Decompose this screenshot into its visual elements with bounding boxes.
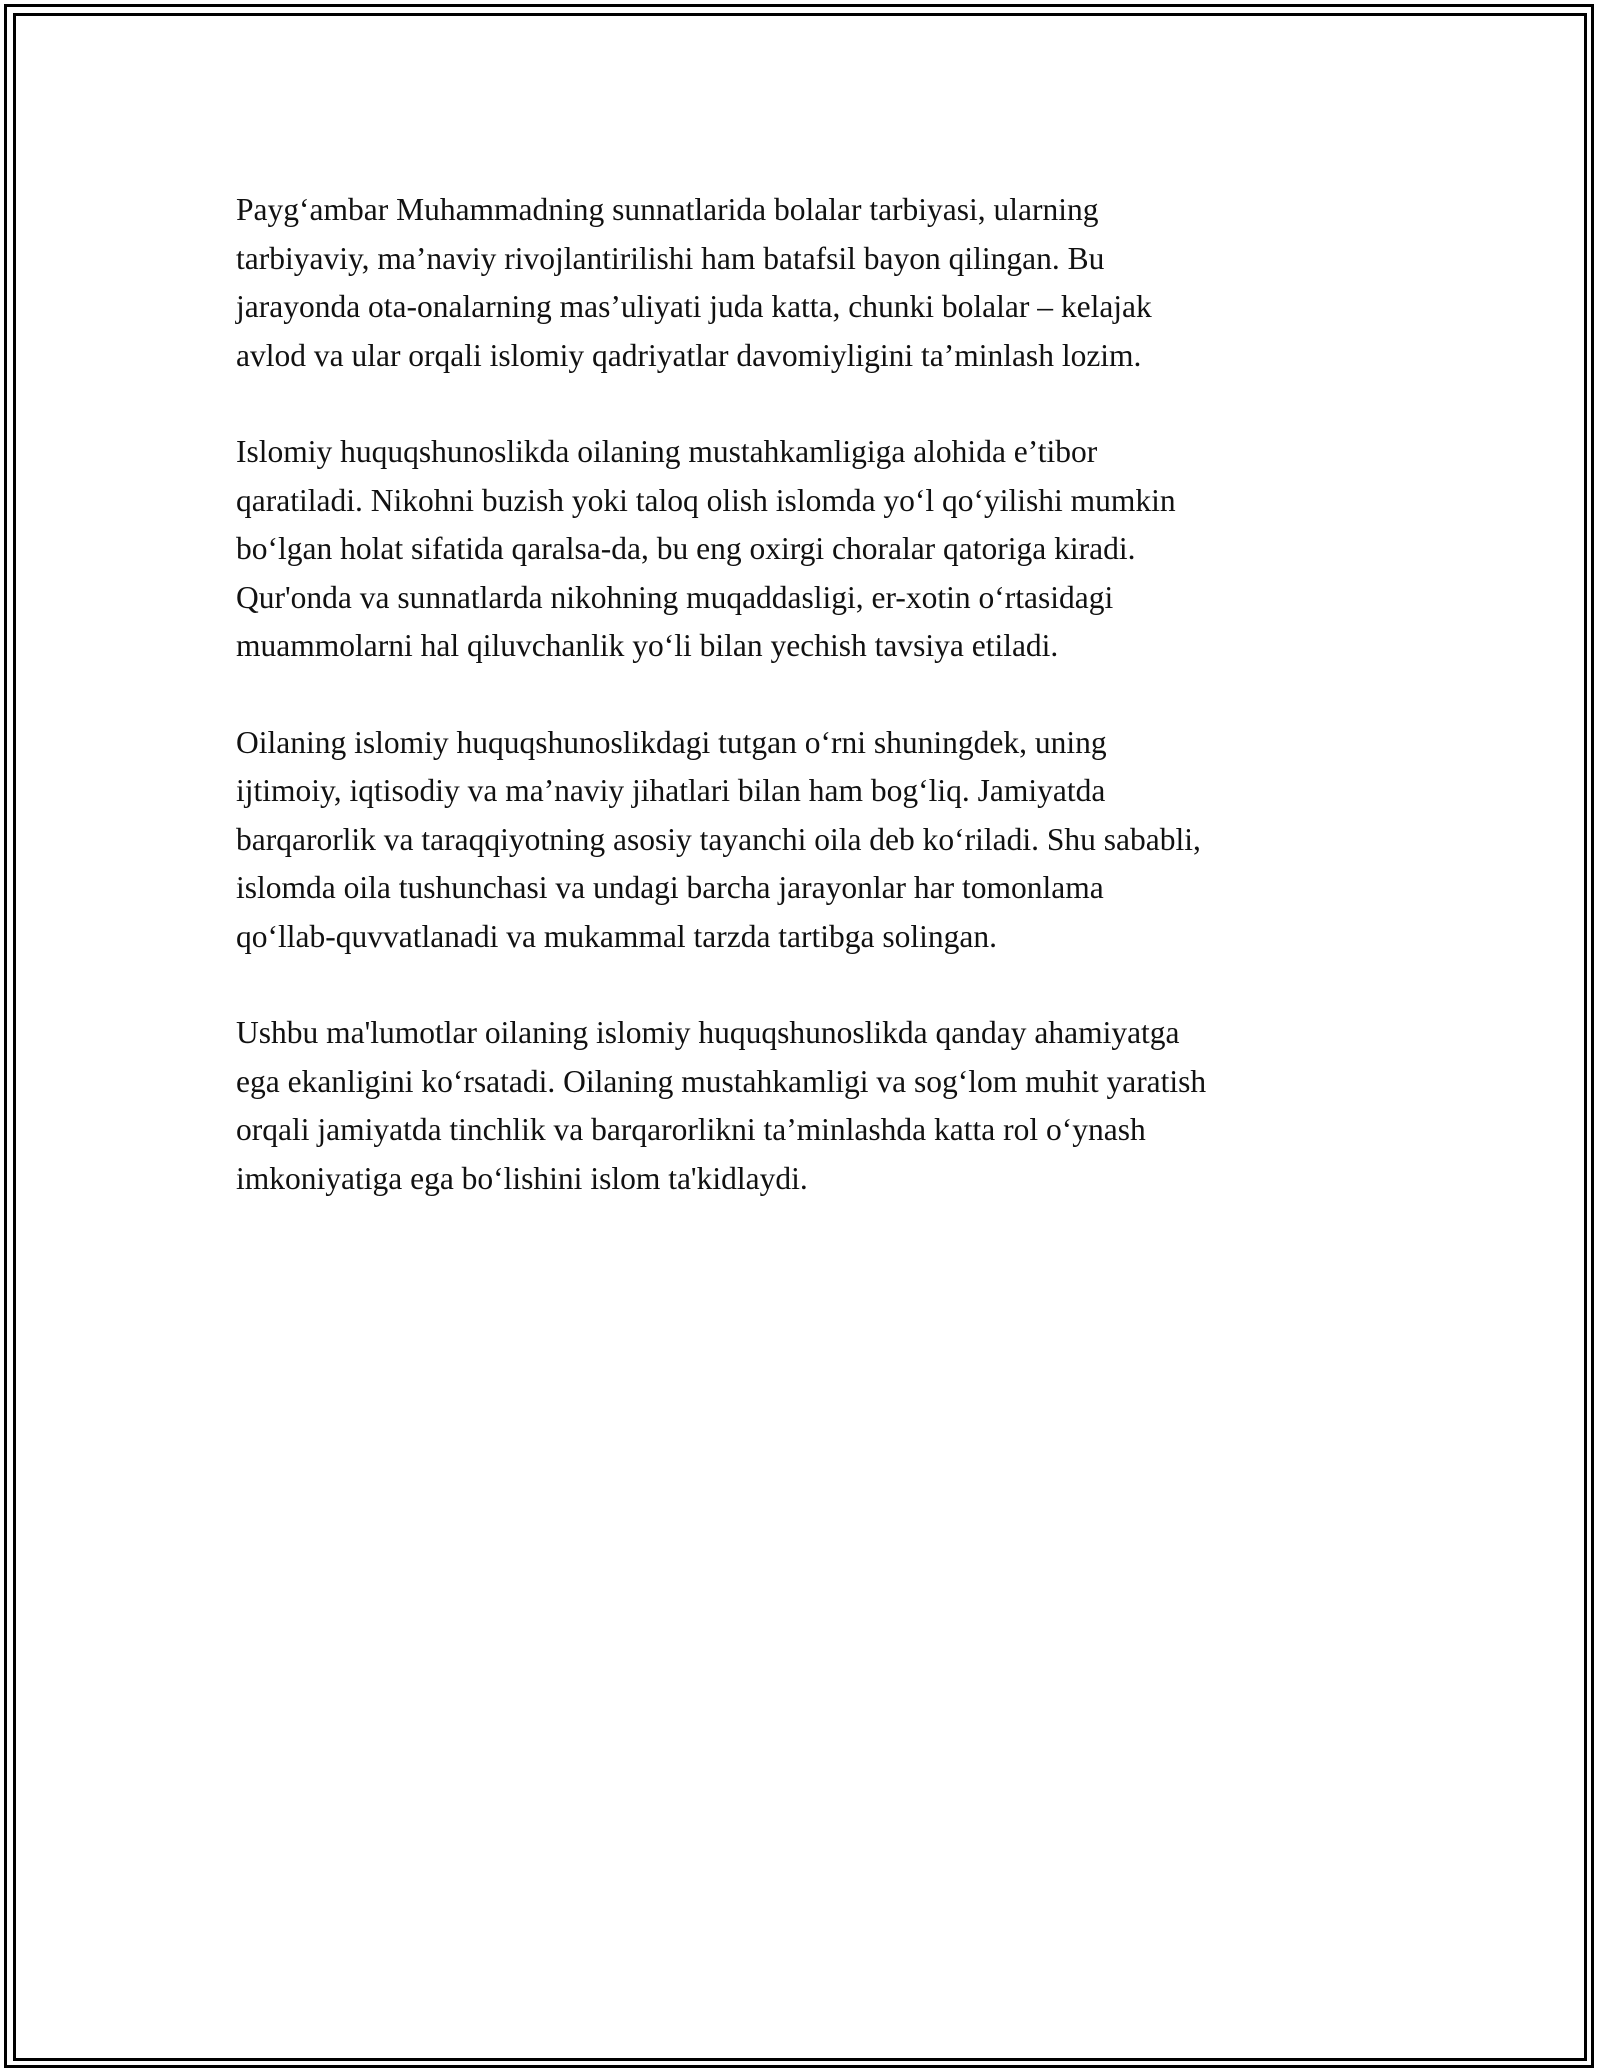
text-line: qo‘llab-quvvatlanadi va mukammal tarzda tartibga solingan.: [236, 918, 997, 954]
text-line: barqarorlik va taraqqiyotning asosiy tayanchi oila deb ko‘riladi. Shu sababli,: [236, 821, 1201, 857]
paragraph-4: [236, 1009, 1396, 1203]
text-line: tarbiyaviy, ma’naviy rivojlantirilishi ham batafsil bayon qilingan. Bu: [236, 240, 1105, 276]
paragraph-1: [236, 186, 1396, 380]
document-body: [236, 186, 1396, 1251]
paragraph-2: [236, 428, 1396, 671]
text-line: muammolarni hal qiluvchanlik yo‘li bilan yechish tavsiya etiladi.: [236, 628, 1059, 663]
text-line: ijtimoiy, iqtisodiy va ma’naviy jihatlari bilan ham bog‘liq. Jamiyatda: [236, 773, 1106, 808]
text-line: Ushbu ma'lumotlar oilaning islomiy huquqshunoslikda qanday ahamiyatga: [236, 1015, 1180, 1050]
text-line: bo‘lgan holat sifatida qaralsa-da, bu eng oxirgi choralar qatoriga kiradi.: [236, 531, 1136, 566]
text-line: Oilaning islomiy huquqshunoslikdagi tutgan o‘rni shuningdek, uning: [236, 724, 1107, 760]
text-line: orqali jamiyatda tinchlik va barqarorlikni ta’minlashda katta rol o‘ynash: [236, 1112, 1146, 1147]
text-line: avlod va ular orqali islomiy qadriyatlar davomiyligini ta’minlash lozim.: [236, 337, 1142, 373]
text-line: Islomiy huquqshunoslikda oilaning mustahkamligiga alohida e’tibor: [236, 434, 1098, 469]
text-line: islomda oila tushunchasi va undagi barcha jarayonlar har tomonlama: [236, 870, 1104, 905]
text-line: Qur'onda va sunnatlarda nikohning muqaddasligi, er-xotin o‘rtasidagi: [236, 579, 1114, 615]
text-line: Payg‘ambar Muhammadning sunnatlarida bolalar tarbiyasi, ularning: [236, 192, 1099, 227]
text-line: ega ekanligini ko‘rsatadi. Oilaning mustahkamligi va sog‘lom muhit yaratish: [236, 1063, 1207, 1099]
text-line: qaratiladi. Nikohni buzish yoki taloq olish islomda yo‘l qo‘yilishi mumkin: [236, 482, 1176, 518]
text-line: jarayonda ota-onalarning mas’uliyati juda katta, chunki bolalar – kelajak: [236, 289, 1152, 324]
text-line: imkoniyatiga ega bo‘lishini islom ta'kidlaydi.: [236, 1160, 808, 1196]
paragraph-3: [236, 719, 1396, 962]
